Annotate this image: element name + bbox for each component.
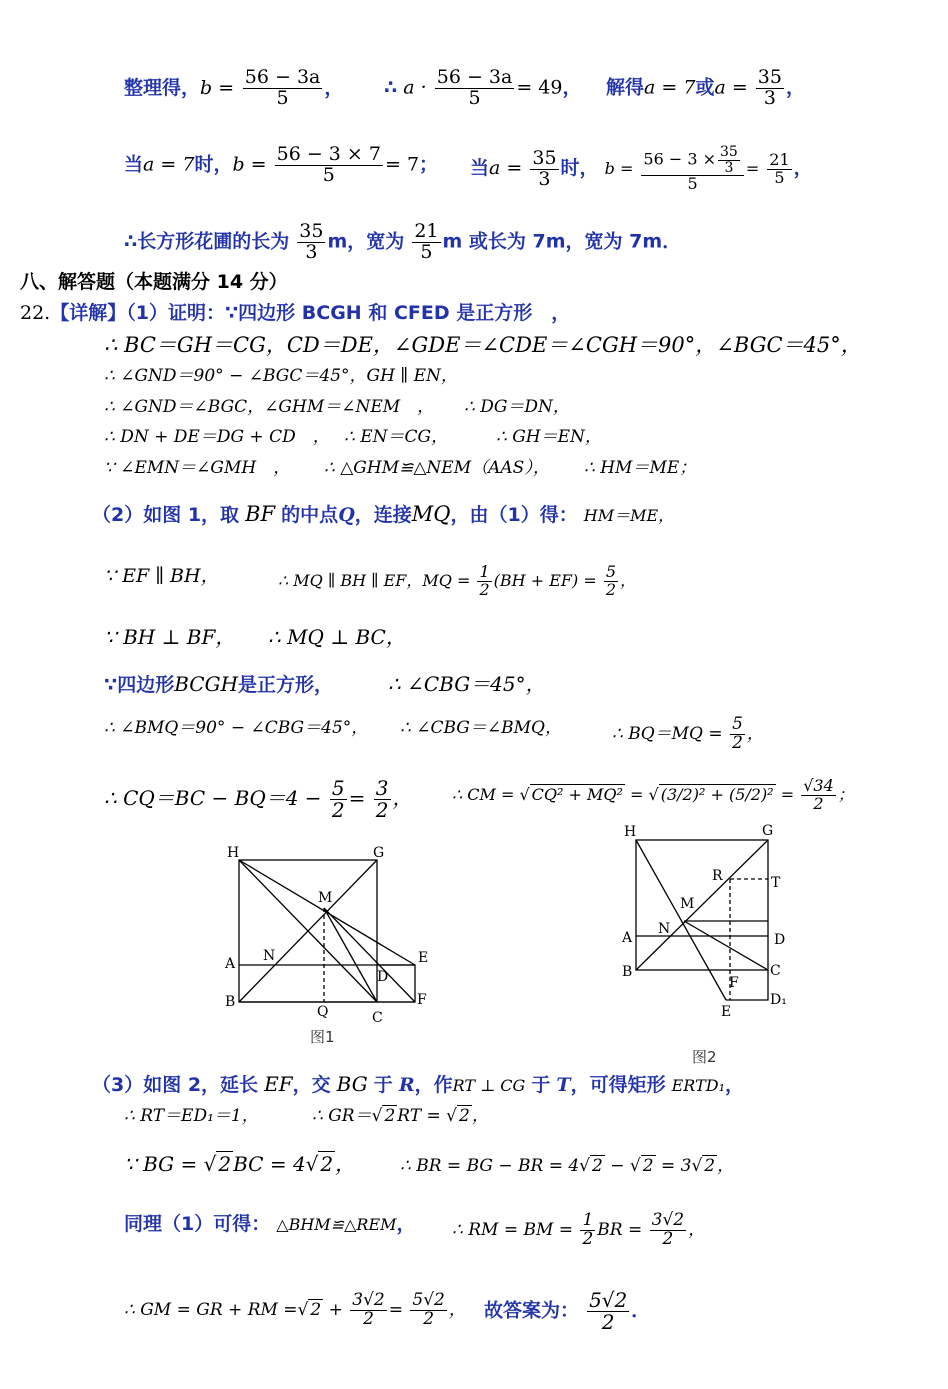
step-3-3b: ∴ RM = BM = $\frac{1}{2}$ BR = $\frac{3√2}{2}$ ， (452, 1210, 706, 1249)
step-1-3b: ∴ DG＝DN， (464, 397, 570, 417)
fig2-label-a: A (622, 930, 633, 946)
line-2-part-b: 当a = $\frac{35}{3}$ 时， b = 56 − 3 × $\frac{35}{3}$ 5 = $\frac{21}{5}$ ， (470, 144, 813, 194)
fig1-label-b: B (225, 994, 236, 1010)
step-3-4b: 故答案为： $\frac{5√2}{2}$ ． (484, 1288, 651, 1334)
step-2-2a: ∵ BH ⊥ BF， (104, 625, 236, 649)
step-1-2: ∴ ∠GND＝90° − ∠BGC＝45°，GH ∥ EN， (104, 366, 458, 386)
step-2-4c: ∴ BQ＝MQ = $\frac{5}{2}$ ， (612, 714, 764, 753)
fig2-label-e: E (721, 1004, 732, 1020)
fig2-label-f: F (729, 975, 739, 991)
step-3-3a: 同理（1）可得： △BHM≌△REM， (124, 1213, 416, 1235)
step-2-3b: ∴ ∠CBG＝45°， (388, 672, 546, 696)
step-2-4a: ∴ ∠BMQ＝90° − ∠CBG＝45°， (104, 718, 369, 738)
fig2-label-b: B (622, 964, 633, 980)
step-2-1a: ∵ EF ∥ BH， (104, 565, 220, 587)
step-3-4a: ∴ GM = GR + RM =√ 2 + $\frac{3√2}{2}$ = $\frac{5√2}{2}$ ， (124, 1290, 466, 1329)
figure-2-caption: 图2 (692, 1048, 717, 1066)
step-1-4b: ∴ EN＝CG， (344, 427, 449, 447)
fig1-label-n: N (263, 948, 276, 964)
figure-1-caption: 图1 (310, 1028, 335, 1046)
fig1-label-f: F (417, 992, 427, 1008)
fig2-label-n: N (658, 921, 671, 937)
fig2-label-h: H (624, 824, 637, 840)
fig2-label-d: D (774, 932, 786, 948)
step-1-1: ∴ BC＝GH＝CG，CD＝DE，∠GDE＝∠CDE＝∠CGH＝90°，∠BGC＝45°， (104, 333, 862, 357)
fig1-label-d: D (377, 969, 389, 985)
step-2-4b: ∴ ∠CBG＝∠BMQ， (400, 718, 562, 738)
fig1-label-a: A (225, 956, 236, 972)
step-1-3a: ∴ ∠GND＝∠BGC，∠GHM＝∠NEM ， (104, 397, 435, 417)
part-2-header: （2）如图 1，取 BF 的中点Q，连接MQ，由（1）得： HM＝ME， (92, 502, 675, 526)
step-2-3a: ∵四边形BCGH是正方形， (104, 672, 334, 696)
line-3: ∴长方形花圃的长为 $\frac{35}{3}$ m，宽为 $\frac{21}{5}$ m 或长为 7m，宽为 7m． (124, 220, 682, 263)
question-22-header: 22.【详解】（1）证明：∵四边形 BCGH 和 CFED 是正方形 ， (20, 302, 571, 324)
step-3-2a: ∵ BG = √ 2 BC = 4√ 2 ， (124, 1152, 356, 1176)
line-1-part-a: 整理得，b = $\frac{56 - 3a}{5}$ ， (124, 66, 344, 109)
fig2-label-t: T (771, 875, 781, 891)
line-1-part-c: 解得a = 7或a = $\frac{35}{3}$ ， (606, 66, 805, 109)
fig1-label-q: Q (317, 1004, 329, 1020)
step-1-4a: ∴ DN + DE＝DG + CD ， (104, 427, 330, 447)
fig1-label-e: E (418, 950, 429, 966)
step-3-2b: ∴ BR = BG − BR = 4√ 2 − √ 2 = 3√ 2 ， (400, 1156, 735, 1176)
fig1-label-c: C (372, 1010, 383, 1026)
step-1-5a: ∵ ∠EMN＝∠GMH ， (104, 458, 291, 478)
fig2-label-r: R (712, 868, 723, 884)
figure-2-diagram (614, 820, 794, 1025)
step-2-5b: ∴ CM = √ CQ² + MQ² = √ (3/2)² + (5/2)² = $\frac{√34}{2}$ ； (452, 776, 854, 813)
step-1-5c: ∴ HM＝ME； (584, 458, 697, 478)
step-2-5a: ∴ CQ＝BC − BQ＝4 − $\frac{5}{2}$ = $\frac{3}{2}$ ， (104, 776, 413, 822)
step-3-1b: ∴ GR＝√ 2 RT = √ 2 ， (312, 1106, 489, 1126)
step-2-2b: ∴ MQ ⊥ BC， (268, 625, 406, 649)
fig2-label-g: G (762, 823, 774, 839)
fig1-label-m: M (318, 890, 333, 906)
fig2-label-c: C (770, 963, 781, 979)
step-3-1a: ∴ RT＝ED₁＝1， (124, 1106, 259, 1126)
figure-1-diagram (222, 840, 442, 1030)
step-1-5b: ∴ △GHM≌△NEM（AAS）， (324, 458, 550, 478)
line-2-part-a: 当a = 7时，b = $\frac{56 - 3 \times 7}{5}$ = 7； (124, 143, 439, 186)
part-3-header: （3）如图 2，延长 EF，交 BG 于 R，作RT ⊥ CG 于 T，可得矩形 ERTD₁， (92, 1072, 744, 1096)
fig2-label-d1: D₁ (770, 992, 787, 1008)
fig1-label-g: G (373, 845, 385, 861)
section-heading: 八、解答题（本题满分 14 分） (20, 271, 288, 293)
step-2-1b: ∴ MQ ∥ BH ∥ EF，MQ = $\frac{1}{2}$ (BH + EF) = $\frac{5}{2}$ ， (278, 562, 637, 599)
step-1-4c: ∴ GH＝EN， (496, 427, 602, 447)
fig2-label-m: M (680, 896, 695, 912)
fig1-label-h: H (227, 845, 240, 861)
line-1-part-b: ∴ a · $\frac{56 - 3a}{5}$ = 49， (384, 66, 582, 109)
